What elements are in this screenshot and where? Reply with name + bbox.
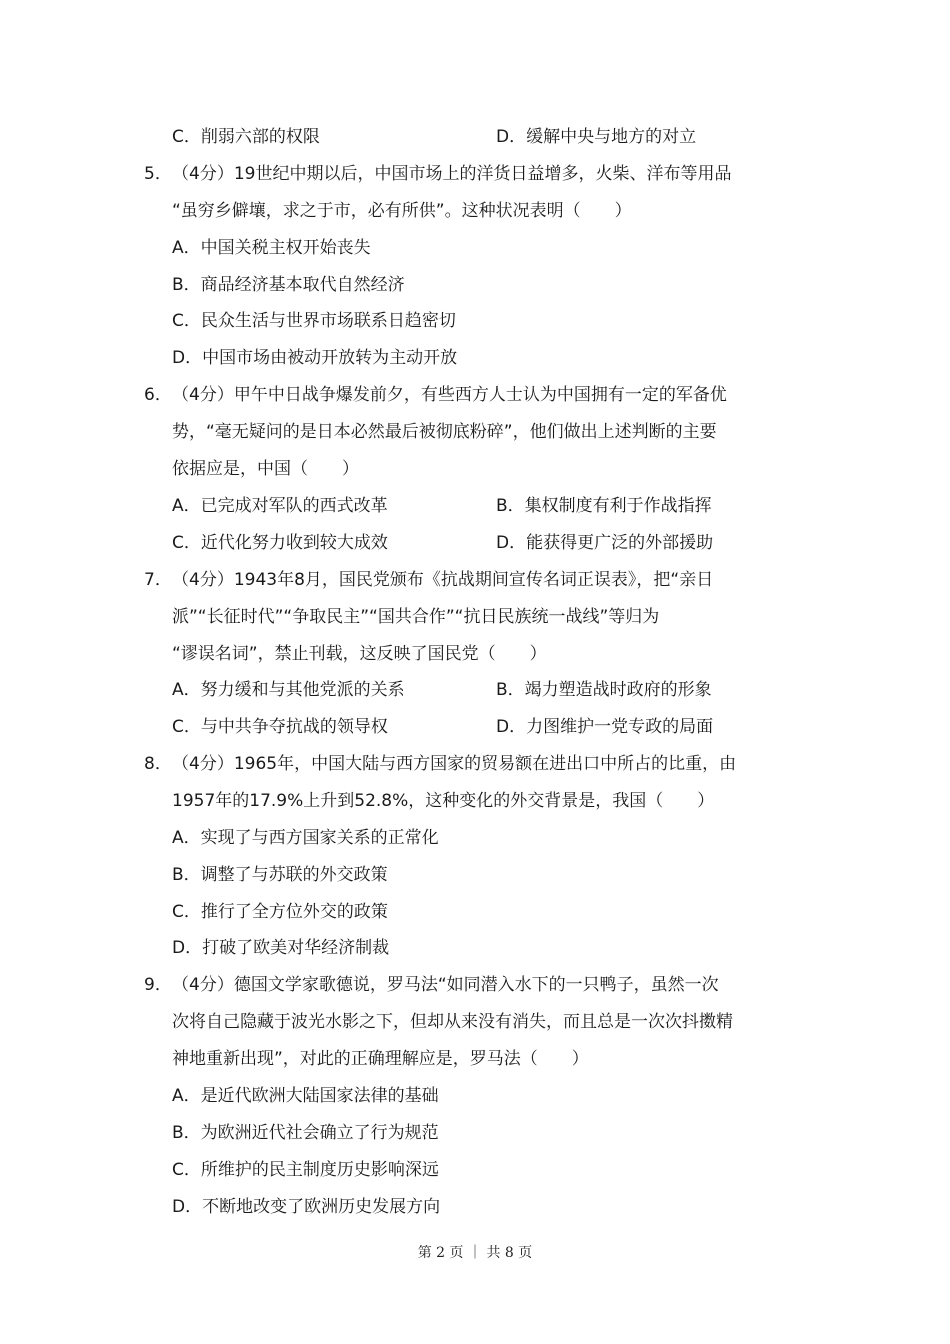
q6-stem-line-3: 依据应是，中国（ ） [172,459,359,479]
q9-stem-line-3: 神地重新出现”，对此的正确理解应是，罗马法（ ） [172,1049,589,1069]
q8-option-a: A．实现了与西方国家关系的正常化 [172,828,439,848]
q8-stem-line-1: （4分）1965年，中国大陆与西方国家的贸易额在进出口中所占的比重，由 [172,754,737,774]
q6-stem-line-2: 势，“毫无疑问的是日本必然最后被彻底粉碎”，他们做出上述判断的主要 [172,422,717,442]
q9-option-a: A．是近代欧洲大陆国家法律的基础 [172,1086,439,1106]
q7-stem-line-2: 派”“长征时代”“争取民主”“国共合作”“抗日民族统一战线”等归为 [172,607,660,627]
q9-stem-line-2: 次将自己隐藏于波光水影之下，但却从来没有消失，而且总是一次次抖擞精 [172,1012,733,1032]
q8-option-d: D．打破了欧美对华经济制裁 [172,938,390,958]
q5-stem-line-1: （4分）19世纪中期以后，中国市场上的洋货日益增多，火柴、洋布等用品 [172,164,732,184]
q5-number: 5． [144,164,172,184]
q8-number: 8． [144,754,172,774]
q9-option-d: D．不断地改变了欧洲历史发展方向 [172,1197,441,1217]
q6-option-c: C．近代化努力收到较大成效 [172,533,388,553]
q5-option-a: A．中国关税主权开始丧失 [172,238,371,258]
q5-stem-line-2: “虽穷乡僻壤，求之于市，必有所供”。这种状况表明（ ） [172,201,632,221]
q9-option-b: B．为欧洲近代社会确立了行为规范 [172,1123,439,1143]
q4-option-d: D．缓解中央与地方的对立 [496,127,697,147]
q6-stem-line-1: （4分）甲午中日战争爆发前夕，有些西方人士认为中国拥有一定的军备优 [172,385,727,405]
q5-option-b: B．商品经济基本取代自然经济 [172,275,405,295]
q7-number: 7． [144,570,172,590]
q7-option-b: B．竭力塑造战时政府的形象 [496,680,712,700]
q7-stem-line-3: “谬误名词”，禁止刊载，这反映了国民党（ ） [172,644,547,664]
q9-number: 9． [144,975,172,995]
q6-option-d: D．能获得更广泛的外部援助 [496,533,714,553]
q6-option-b: B．集权制度有利于作战指挥 [496,496,712,516]
q7-option-d: D．力图维护一党专政的局面 [496,717,714,737]
q7-option-c: C．与中共争夺抗战的领导权 [172,717,388,737]
q6-option-a: A．已完成对军队的西式改革 [172,496,388,516]
q7-stem-line-1: （4分）1943年8月，国民党颁布《抗战期间宣传名词正误表》，把“亲日 [172,570,714,590]
q4-option-c: C．削弱六部的权限 [172,127,320,147]
q6-number: 6． [144,385,172,405]
page-footer: 第 2 页 ｜ 共 8 页 [417,1245,533,1261]
q5-option-d: D．中国市场由被动开放转为主动开放 [172,348,458,368]
q8-stem-line-2: 1957年的17.9%上升到52.8%，这种变化的外交背景是，我国（ ） [172,791,715,811]
q8-option-b: B．调整了与苏联的外交政策 [172,865,388,885]
q9-option-c: C．所维护的民主制度历史影响深远 [172,1160,439,1180]
q7-option-a: A．努力缓和与其他党派的关系 [172,680,405,700]
q5-option-c: C．民众生活与世界市场联系日趋密切 [172,311,456,331]
q8-option-c: C．推行了全方位外交的政策 [172,902,388,922]
q9-stem-line-1: （4分）德国文学家歌德说，罗马法“如同潜入水下的一只鸭子，虽然一次 [172,975,719,995]
